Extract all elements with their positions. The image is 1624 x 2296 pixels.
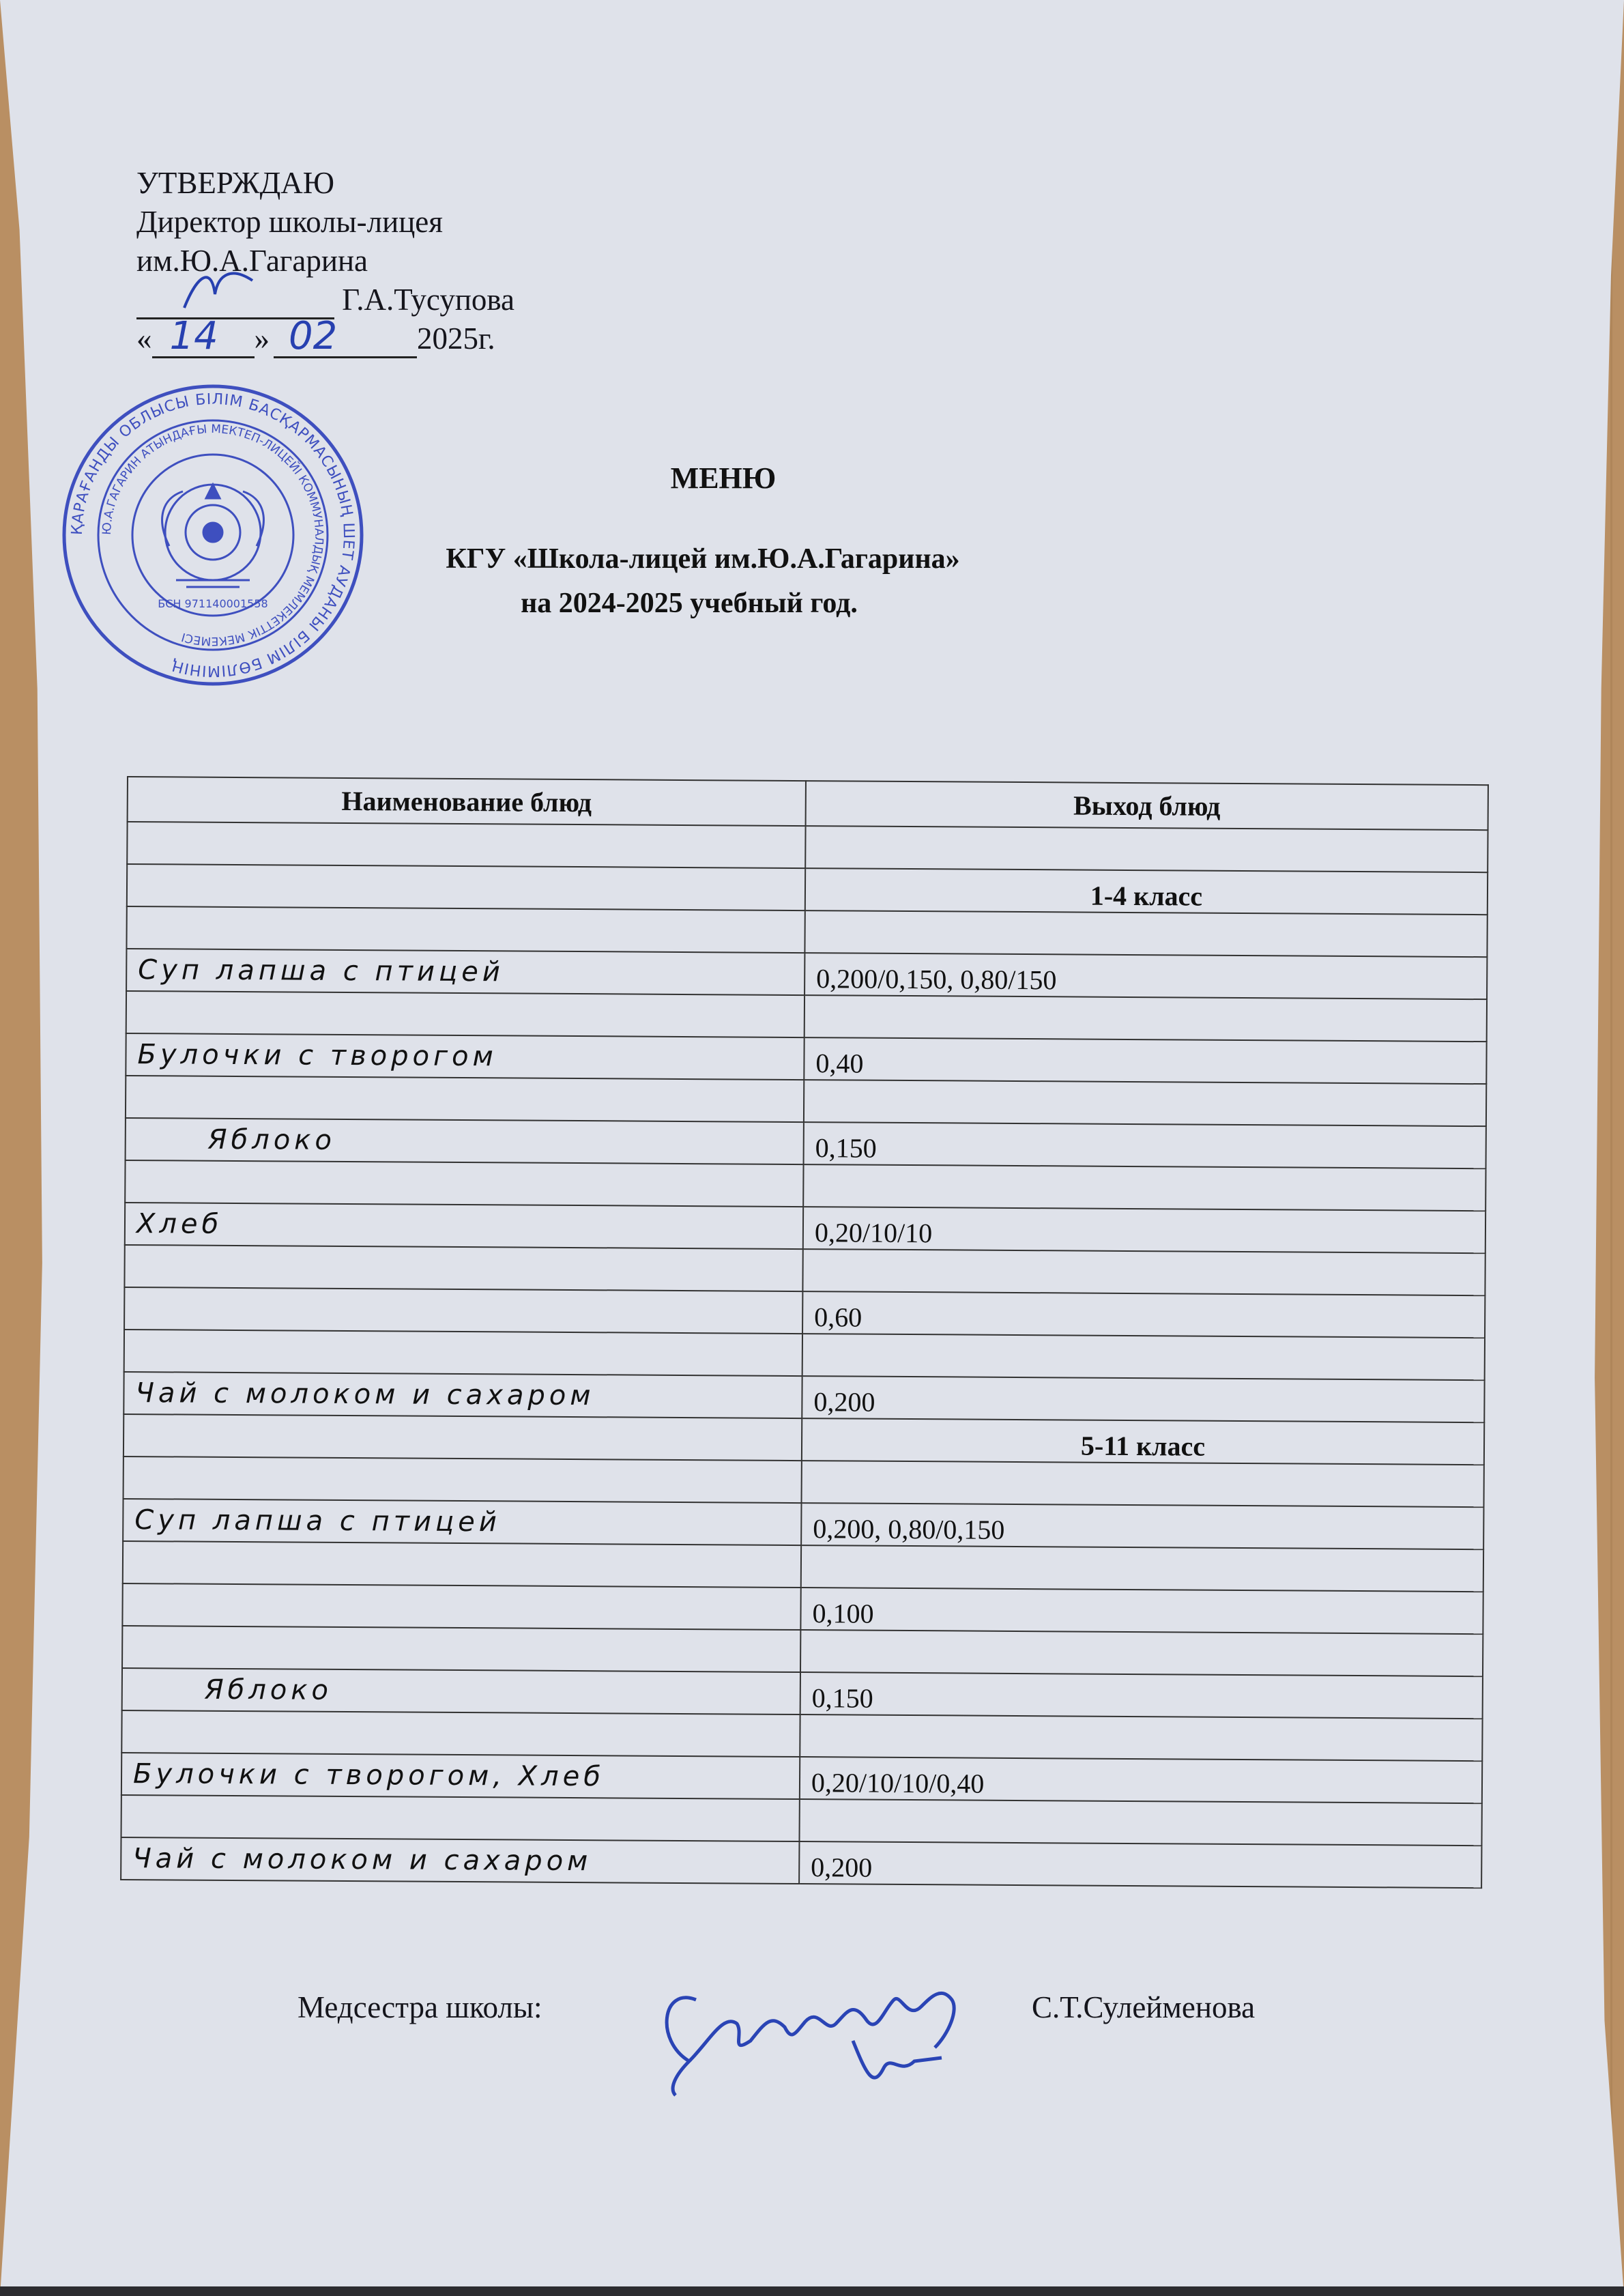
- dish-output-cell: [801, 1545, 1483, 1592]
- dish-name-cell: [126, 1076, 804, 1122]
- director-name: Г.А.Тусупова: [342, 283, 515, 317]
- dish-output-cell: 0,150: [804, 1122, 1486, 1168]
- approval-heading: УТВЕРЖДАЮ: [136, 166, 335, 200]
- menu-title: МЕНЮ: [670, 461, 777, 495]
- dish-name-cell: Хлеб: [125, 1203, 803, 1249]
- date-month: 02: [289, 314, 338, 358]
- dish-output-cell: [804, 995, 1487, 1042]
- dish-output-cell: [802, 1249, 1485, 1295]
- dish-output-cell: [805, 826, 1488, 872]
- dish-output-cell: 0,200/0,150, 0,80/150: [804, 953, 1487, 999]
- date-month-field: [274, 314, 417, 358]
- date-day: 14: [169, 314, 218, 358]
- dish-name-cell: [121, 1710, 800, 1757]
- date-close-quote: »: [254, 321, 270, 356]
- dish-name-cell: [124, 1287, 802, 1334]
- dish-output-cell: 0,200: [802, 1376, 1484, 1422]
- dish-name-cell: Булочки с творогом: [126, 1033, 804, 1080]
- dish-name-cell: [124, 1456, 802, 1503]
- class-group-label: 1-4 класс: [805, 868, 1488, 915]
- bottom-edge-shadow: [0, 2286, 1624, 2296]
- stamp-inner-text: Ю.А.ГАГАРИН АТЫНДАҒЫ МЕКТЕП-ЛИЦЕЙІ КОММУНАЛДЫҚ МЕМЛЕКЕТТІК МЕКЕМЕСІ: [100, 422, 326, 648]
- school-name: им.Ю.А.Гагарина: [136, 244, 368, 278]
- dish-name-cell: [124, 1414, 802, 1461]
- dish-name-cell: [126, 991, 804, 1037]
- class-group-label: 5-11 класс: [802, 1418, 1484, 1465]
- dish-name-cell: Яблоко: [126, 1118, 804, 1164]
- official-stamp: [60, 382, 366, 688]
- dish-name-cell: Чай с молоком и сахаром: [121, 1837, 799, 1884]
- dish-name-cell: Булочки с творогом, Хлеб: [121, 1753, 800, 1799]
- dish-output-cell: [800, 1630, 1483, 1676]
- dish-name-cell: [124, 1245, 802, 1291]
- dish-name-cell: Суп лапша с птицей: [126, 949, 804, 995]
- date-open-quote: «: [136, 321, 152, 356]
- dish-output-cell: 0,200, 0,80/0,150: [801, 1503, 1483, 1549]
- nurse-name: С.Т.Сулейменова: [1032, 1990, 1256, 2024]
- stamp-outer-text: ҚАРАҒАНДЫ ОБЛЫСЫ БІЛІМ БАСҚАРМАСЫНЫҢ ШЕТ АУДАНЫ БІЛІМ БӨЛІМІНІҢ: [68, 390, 358, 680]
- column-header-output: Выход блюд: [806, 781, 1488, 830]
- dish-output-cell: [804, 1080, 1486, 1126]
- director-signature: [177, 260, 259, 315]
- nurse-signature: [648, 1959, 1003, 2102]
- table-header-row: [128, 777, 1488, 830]
- dish-name-cell: [127, 864, 805, 910]
- dish-name-cell: Чай с молоком и сахаром: [124, 1372, 802, 1418]
- dish-output-cell: 0,20/10/10: [803, 1207, 1485, 1253]
- dish-name-cell: [124, 1330, 802, 1376]
- dish-output-cell: [802, 1334, 1485, 1380]
- dish-output-cell: 0,150: [800, 1672, 1483, 1719]
- dish-name-cell: [126, 906, 804, 953]
- dish-output-cell: [800, 1714, 1482, 1761]
- dish-output-cell: 0,40: [804, 1037, 1486, 1084]
- nurse-label: Медсестра школы:: [298, 1990, 542, 2024]
- column-header-dish: Наименование блюд: [128, 777, 806, 826]
- director-position: Директор школы-лицея: [136, 205, 443, 239]
- stamp-number: БСН 971140001558: [158, 597, 268, 610]
- dish-output-cell: 0,200: [799, 1841, 1481, 1888]
- dish-output-cell: [799, 1799, 1481, 1846]
- dish-name-cell: [125, 1160, 803, 1207]
- dish-name-cell: [123, 1541, 801, 1588]
- dish-output-cell: [803, 1164, 1485, 1211]
- table-row: [121, 1837, 1481, 1888]
- dish-output-cell: [804, 910, 1487, 957]
- dish-name-cell: [127, 822, 805, 868]
- dish-name-cell: Суп лапша с птицей: [123, 1499, 801, 1545]
- dish-name-cell: Яблоко: [122, 1668, 800, 1714]
- organization-title: КГУ «Школа-лицей им.Ю.А.Гагарина»: [446, 543, 960, 575]
- school-year: на 2024-2025 учебный год.: [521, 588, 858, 619]
- approval-block: [136, 164, 514, 358]
- date-year: 2025г.: [417, 321, 495, 356]
- dish-output-cell: 0,100: [800, 1588, 1483, 1634]
- table-body: [121, 822, 1488, 1888]
- dish-name-cell: [122, 1583, 800, 1630]
- menu-table: [120, 776, 1489, 1889]
- approval-date: [136, 314, 514, 358]
- wood-grain: [1610, 0, 1612, 2296]
- dish-name-cell: [122, 1626, 800, 1672]
- dish-output-cell: 0,60: [802, 1291, 1485, 1338]
- date-day-field: [152, 314, 255, 358]
- dish-output-cell: 0,20/10/10/0,40: [800, 1757, 1482, 1803]
- dish-name-cell: [121, 1795, 800, 1841]
- dish-output-cell: [802, 1461, 1484, 1507]
